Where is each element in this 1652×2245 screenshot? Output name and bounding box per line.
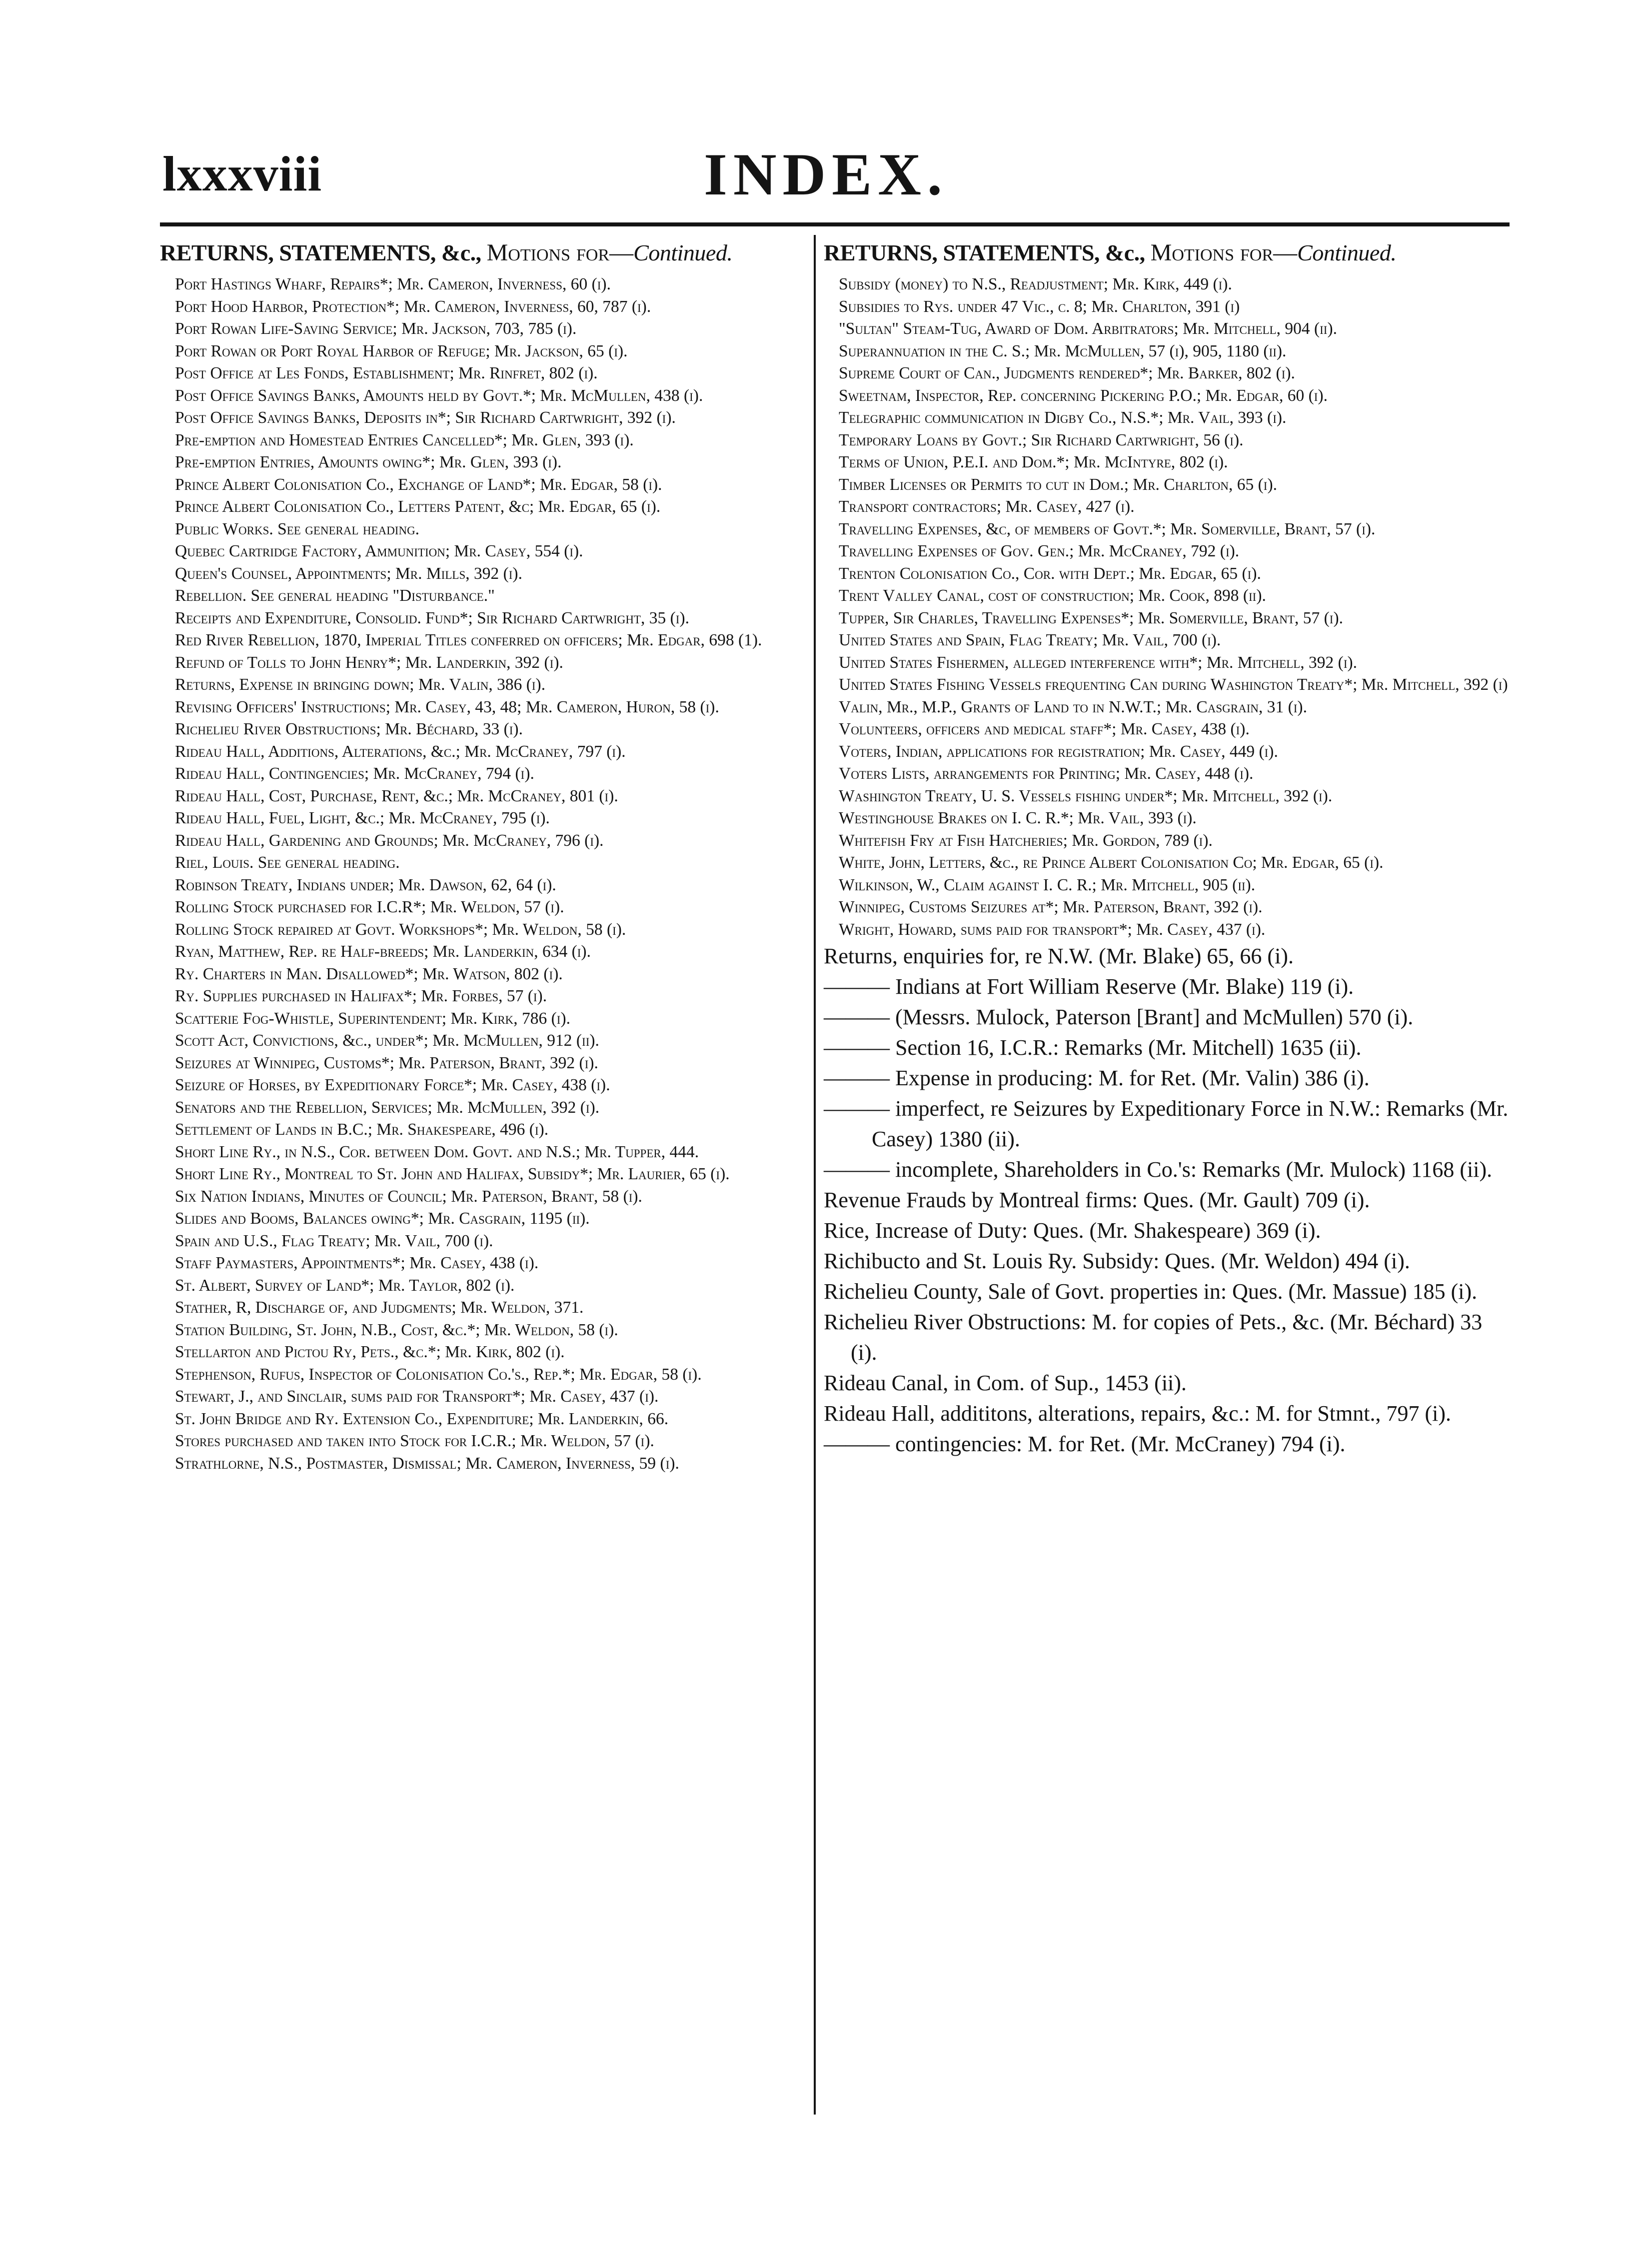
index-entry: Short Line Ry., Montreal to St. John and Halifax, Subsidy*; Mr. Laurier, 65 (i). xyxy=(175,1165,730,1183)
index-entry: United States Fishing Vessels frequenting Can during Washington Treaty*; Mr. Mitchell, 392 (i) xyxy=(839,675,1508,694)
index-entry: Refund of Tolls to John Henry*; Mr. Landerkin, 392 (i). xyxy=(175,653,563,672)
index-entry: Seizure of Horses, by Expeditionary Force*; Mr. Casey, 438 (i). xyxy=(175,1076,610,1094)
main-entry-list xyxy=(824,941,1511,1459)
index-entry: Pre-emption Entries, Amounts owing*; Mr. Glen, 393 (i). xyxy=(175,453,562,471)
column-heading xyxy=(824,239,1511,266)
index-entry: Post Office Savings Banks, Amounts held by Govt.*; Mr. McMullen, 438 (i). xyxy=(175,386,703,405)
index-entry: Rebellion. See general heading "Disturbance." xyxy=(175,586,495,605)
index-entry: Port Rowan Life-Saving Service; Mr. Jackson, 703, 785 (i). xyxy=(175,319,577,338)
heading-motions: Motions for— xyxy=(1150,239,1298,266)
index-entry: Terms of Union, P.E.I. and Dom.*; Mr. McIntyre, 802 (i). xyxy=(839,453,1228,471)
index-entry: Ry. Supplies purchased in Halifax*; Mr. Forbes, 57 (i). xyxy=(175,987,547,1005)
entry-list xyxy=(160,273,810,1475)
index-entry: Stewart, J., and Sinclair, sums paid for Transport*; Mr. Casey, 437 (i). xyxy=(175,1387,659,1406)
index-entry: Temporary Loans by Govt.; Sir Richard Cartwright, 56 (i). xyxy=(839,430,1244,449)
index-entry: Scatterie Fog-Whistle, Superintendent; Mr. Kirk, 786 (i). xyxy=(175,1009,570,1028)
index-entry: Tupper, Sir Charles, Travelling Expenses*; Mr. Somerville, Brant, 57 (i). xyxy=(839,608,1344,627)
index-entry: Prince Albert Colonisation Co., Exchange of Land*; Mr. Edgar, 58 (i). xyxy=(175,475,662,494)
heading-text: RETURNS, STATEMENTS, &c., xyxy=(824,240,1145,265)
index-entry: Post Office at Les Fonds, Establishment; Mr. Rinfret, 802 (i). xyxy=(175,364,598,382)
index-entry: Station Building, St. John, N.B., Cost, &c.*; Mr. Weldon, 58 (i). xyxy=(175,1320,618,1339)
index-entry: Subsidies to Rys. under 47 Vic., c. 8; Mr. Charlton, 391 (i) xyxy=(839,297,1240,316)
index-entry: Volunteers, officers and medical staff*; Mr. Casey, 438 (i). xyxy=(839,720,1250,738)
index-entry: Receipts and Expenditure, Consolid. Fund*; Sir Richard Cartwright, 35 (i). xyxy=(175,608,689,627)
index-entry: Trent Valley Canal, cost of construction; Mr. Cook, 898 (ii). xyxy=(839,586,1266,605)
index-entry: Voters, Indian, applications for registration; Mr. Casey, 449 (i). xyxy=(839,742,1278,761)
index-entry: Superannuation in the C. S.; Mr. McMullen, 57 (i), 905, 1180 (ii). xyxy=(839,341,1287,360)
index-entry: Richelieu River Obstructions; Mr. Béchard, 33 (i). xyxy=(175,720,523,738)
index-entry: Port Rowan or Port Royal Harbor of Refuge; Mr. Jackson, 65 (i). xyxy=(175,341,628,360)
index-entry: Transport contractors; Mr. Casey, 427 (i). xyxy=(839,497,1135,516)
index-entry: White, John, Letters, &c., re Prince Albert Colonisation Co; Mr. Edgar, 65 (i). xyxy=(839,853,1384,872)
index-entry: Timber Licenses or Permits to cut in Dom.; Mr. Charlton, 65 (i). xyxy=(839,475,1277,494)
index-entry: Rideau Hall, addititons, alterations, repairs, &c.: M. for Stmnt., 797 (i). xyxy=(824,1401,1451,1426)
index-entry: Port Hood Harbor, Protection*; Mr. Cameron, Inverness, 60, 787 (i). xyxy=(175,297,651,316)
index-entry: Richelieu River Obstructions: M. for copies of Pets., &c. (Mr. Béchard) 33 (i). xyxy=(824,1310,1483,1365)
index-entry: Richelieu County, Sale of Govt. properties in: Ques. (Mr. Massue) 185 (i). xyxy=(824,1279,1478,1304)
index-entry: Prince Albert Colonisation Co., Letters Patent, &c; Mr. Edgar, 65 (i). xyxy=(175,497,661,516)
index-entry: Settlement of Lands in B.C.; Mr. Shakespeare, 496 (i). xyxy=(175,1120,549,1139)
index-entry: Stather, R, Discharge of, and Judgments; Mr. Weldon, 371. xyxy=(175,1298,584,1317)
index-entry: Post Office Savings Banks, Deposits in*; Sir Richard Cartwright, 392 (i). xyxy=(175,408,676,427)
index-entry: Voters Lists, arrangements for Printing; Mr. Casey, 448 (i). xyxy=(839,764,1254,783)
header-rule xyxy=(160,222,1510,226)
heading-text: RETURNS, STATEMENTS, &c., xyxy=(160,240,481,265)
index-entry: Port Hastings Wharf, Repairs*; Mr. Cameron, Inverness, 60 (i). xyxy=(175,275,611,293)
index-entry: Wright, Howard, sums paid for transport*; Mr. Casey, 437 (i). xyxy=(839,920,1266,939)
index-entry: Subsidy (money) to N.S., Readjustment; Mr. Kirk, 449 (i). xyxy=(839,275,1232,293)
column-heading xyxy=(160,239,810,266)
heading-continued: Continued. xyxy=(633,240,733,265)
index-entry: Returns, Expense in bringing down; Mr. Valin, 386 (i). xyxy=(175,675,546,694)
index-entry: Public Works. See general heading. xyxy=(175,519,420,538)
index-entry: Slides and Booms, Balances owing*; Mr. Casgrain, 1195 (ii). xyxy=(175,1209,590,1228)
index-entry: ——— Expense in producing: M. for Ret. (Mr. Valin) 386 (i). xyxy=(824,1066,1370,1090)
index-entry: Trenton Colonisation Co., Cor. with Dept.; Mr. Edgar, 65 (i). xyxy=(839,564,1261,583)
index-entry: "Sultan" Steam-Tug, Award of Dom. Arbitrators; Mr. Mitchell, 904 (ii). xyxy=(839,319,1337,338)
index-entry: Robinson Treaty, Indians under; Mr. Dawson, 62, 64 (i). xyxy=(175,875,556,894)
index-entry: ——— Indians at Fort William Reserve (Mr. Blake) 119 (i). xyxy=(824,974,1354,999)
heading-continued: Continued. xyxy=(1297,240,1397,265)
index-entry: Winnipeg, Customs Seizures at*; Mr. Paterson, Brant, 392 (i). xyxy=(839,898,1263,916)
index-entry: Scott Act, Convictions, &c., under*; Mr. McMullen, 912 (ii). xyxy=(175,1031,599,1050)
index-entry: St. Albert, Survey of Land*; Mr. Taylor, 802 (i). xyxy=(175,1276,515,1295)
index-entry: Ryan, Matthew, Rep. re Half-breeds; Mr. Landerkin, 634 (i). xyxy=(175,942,591,961)
heading-motions: Motions for— xyxy=(486,239,634,266)
index-entry: Staff Paymasters, Appointments*; Mr. Casey, 438 (i). xyxy=(175,1254,539,1272)
index-entry: ——— Section 16, I.C.R.: Remarks (Mr. Mitchell) 1635 (ii). xyxy=(824,1035,1362,1060)
entry-list xyxy=(824,273,1511,941)
index-entry: Stephenson, Rufus, Inspector of Colonisation Co.'s., Rep.*; Mr. Edgar, 58 (i). xyxy=(175,1365,702,1384)
index-entry: Rideau Hall, Additions, Alterations, &c.; Mr. McCraney, 797 (i). xyxy=(175,742,626,761)
page-number: lxxxviii xyxy=(162,146,322,201)
right-column xyxy=(824,239,1511,1459)
index-entry: Rice, Increase of Duty: Ques. (Mr. Shakespeare) 369 (i). xyxy=(824,1218,1321,1243)
index-entry: Travelling Expenses, &c, of members of Govt.*; Mr. Somerville, Brant, 57 (i). xyxy=(839,519,1376,538)
index-entry: Pre-emption and Homestead Entries Cancelled*; Mr. Glen, 393 (i). xyxy=(175,430,634,449)
index-entry: Red River Rebellion, 1870, Imperial Titles conferred on officers; Mr. Edgar, 698 (1). xyxy=(175,631,762,649)
index-entry: Valin, Mr., M.P., Grants of Land to in N.W.T.; Mr. Casgrain, 31 (i). xyxy=(839,697,1307,716)
index-entry: Stores purchased and taken into Stock for I.C.R.; Mr. Weldon, 57 (i). xyxy=(175,1432,654,1450)
page-title: INDEX. xyxy=(704,141,948,207)
index-entry: Washington Treaty, U. S. Vessels fishing under*; Mr. Mitchell, 392 (i). xyxy=(839,786,1333,805)
index-entry: Wilkinson, W., Claim against I. C. R.; Mr. Mitchell, 905 (ii). xyxy=(839,875,1256,894)
index-entry: ——— (Messrs. Mulock, Paterson [Brant] and McMullen) 570 (i). xyxy=(824,1005,1414,1029)
index-entry: Rideau Hall, Cost, Purchase, Rent, &c.; Mr. McCraney, 801 (i). xyxy=(175,786,618,805)
index-entry: Richibucto and St. Louis Ry. Subsidy: Ques. (Mr. Weldon) 494 (i). xyxy=(824,1249,1410,1273)
index-entry: Short Line Ry., in N.S., Cor. between Dom. Govt. and N.S.; Mr. Tupper, 444. xyxy=(175,1142,699,1161)
index-entry: Rideau Hall, Gardening and Grounds; Mr. McCraney, 796 (i). xyxy=(175,831,604,850)
index-entry: Westinghouse Brakes on I. C. R.*; Mr. Vail, 393 (i). xyxy=(839,809,1197,827)
index-entry: Six Nation Indians, Minutes of Council; Mr. Paterson, Brant, 58 (i). xyxy=(175,1187,642,1206)
index-entry: Sweetnam, Inspector, Rep. concerning Pickering P.O.; Mr. Edgar, 60 (i). xyxy=(839,386,1328,405)
index-entry: Stellarton and Pictou Ry, Pets., &c.*; Mr. Kirk, 802 (i). xyxy=(175,1343,565,1361)
index-entry: Seizures at Winnipeg, Customs*; Mr. Paterson, Brant, 392 (i). xyxy=(175,1053,598,1072)
index-entry: Strathlorne, N.S., Postmaster, Dismissal; Mr. Cameron, Inverness, 59 (i). xyxy=(175,1454,679,1473)
index-entry: Rideau Hall, Fuel, Light, &c.; Mr. McCraney, 795 (i). xyxy=(175,809,550,827)
index-entry: Revenue Frauds by Montreal firms: Ques. (Mr. Gault) 709 (i). xyxy=(824,1188,1370,1212)
index-entry: Revising Officers' Instructions; Mr. Casey, 43, 48; Mr. Cameron, Huron, 58 (i). xyxy=(175,697,719,716)
left-column xyxy=(160,239,810,1475)
column-divider xyxy=(814,235,816,2115)
index-entry: Queen's Counsel, Appointments; Mr. Mills, 392 (i). xyxy=(175,564,522,583)
index-entry: ——— incomplete, Shareholders in Co.'s: Remarks (Mr. Mulock) 1168 (ii). xyxy=(824,1157,1493,1182)
index-entry: ——— imperfect, re Seizures by Expeditionary Force in N.W.: Remarks (Mr. Casey) 1380 (ii). xyxy=(824,1096,1509,1151)
index-entry: Senators and the Rebellion, Services; Mr. McMullen, 392 (i). xyxy=(175,1098,600,1117)
index-entry: Rolling Stock purchased for I.C.R*; Mr. Weldon, 57 (i). xyxy=(175,898,564,916)
index-entry: Riel, Louis. See general heading. xyxy=(175,853,400,872)
index-entry: Rolling Stock repaired at Govt. Workshops*; Mr. Weldon, 58 (i). xyxy=(175,920,626,939)
index-entry: Telegraphic communication in Digby Co., N.S.*; Mr. Vail, 393 (i). xyxy=(839,408,1287,427)
index-entry: Supreme Court of Can., Judgments rendered*; Mr. Barker, 802 (i). xyxy=(839,364,1295,382)
index-entry: Ry. Charters in Man. Disallowed*; Mr. Watson, 802 (i). xyxy=(175,964,563,983)
index-entry: Whitefish Fry at Fish Hatcheries; Mr. Gordon, 789 (i). xyxy=(839,831,1213,850)
index-entry: Quebec Cartridge Factory, Ammunition; Mr. Casey, 554 (i). xyxy=(175,542,583,560)
index-entry: United States Fishermen, alleged interference with*; Mr. Mitchell, 392 (i). xyxy=(839,653,1358,672)
index-entry: Returns, enquiries for, re N.W. (Mr. Blake) 65, 66 (i). xyxy=(824,944,1294,968)
index-entry: Travelling Expenses of Gov. Gen.; Mr. McCraney, 792 (i). xyxy=(839,542,1240,560)
index-entry: ——— contingencies: M. for Ret. (Mr. McCraney) 794 (i). xyxy=(824,1432,1346,1456)
index-entry: Rideau Hall, Contingencies; Mr. McCraney, 794 (i). xyxy=(175,764,534,783)
index-entry: St. John Bridge and Ry. Extension Co., Expenditure; Mr. Landerkin, 66. xyxy=(175,1409,669,1428)
index-entry: Spain and U.S., Flag Treaty; Mr. Vail, 700 (i). xyxy=(175,1231,493,1250)
index-entry: Rideau Canal, in Com. of Sup., 1453 (ii). xyxy=(824,1371,1187,1395)
index-entry: United States and Spain, Flag Treaty; Mr. Vail, 700 (i). xyxy=(839,631,1221,649)
